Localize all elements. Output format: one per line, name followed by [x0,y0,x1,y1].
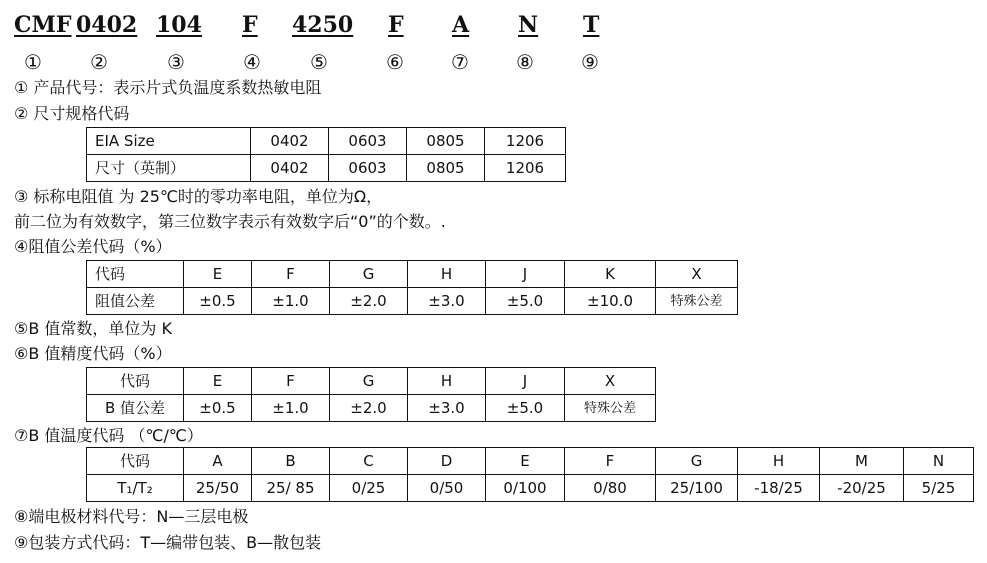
table-cell: -20/25 [820,475,904,502]
tolerance-heading: ④阻值公差代码（%） [14,237,172,256]
circle-number-2: ② [90,50,108,74]
table-cell: 特殊公差 [565,395,656,422]
part-code-packaging: T [583,12,600,38]
table-cell: 0402 [251,155,329,182]
table-cell: G [656,448,738,475]
part-code-b-value: 4250 [292,12,354,38]
table-cell: E [486,448,565,475]
table-row [87,128,566,155]
table-cell: ±5.0 [486,395,565,422]
table-cell: M [820,448,904,475]
table-cell: 1206 [485,155,566,182]
table-cell: J [486,261,565,288]
table-cell: C [330,448,408,475]
table-cell: ±2.0 [330,395,408,422]
table-cell: ±10.0 [565,288,656,315]
part-code-size: 0402 [76,12,138,38]
table-cell: 5/25 [904,475,974,502]
table-cell: B 值公差 [87,395,184,422]
b-precision-heading: ⑥B 值精度代码（%） [14,344,172,363]
table-cell: X [565,368,656,395]
size-table [86,127,566,182]
electrode-note: ⑧端电极材料代号：N—三层电极 [14,507,249,526]
b-value-note: ⑤B 值常数，单位为 K [14,319,172,338]
circle-number-7: ⑦ [451,50,469,74]
table-cell: F [565,448,656,475]
b-temp-heading: ⑦B 值温度代码 （℃/℃） [14,426,203,445]
table-cell: H [408,368,486,395]
table-cell: E [184,368,252,395]
table-cell: ±2.0 [330,288,408,315]
table-row [87,155,566,182]
table-row [87,448,974,475]
size-code-heading: ② 尺寸规格代码 [14,104,130,123]
table-row [87,475,974,502]
table-cell: E [184,261,252,288]
table-cell: J [486,368,565,395]
table-cell: ±5.0 [486,288,565,315]
table-cell: 0402 [251,128,329,155]
table-cell: N [904,448,974,475]
table-cell: T₁/T₂ [87,475,184,502]
b-temp-table [86,447,974,502]
table-row [87,261,738,288]
table-cell: G [330,368,408,395]
table-cell: 25/50 [184,475,252,502]
table-cell: ±0.5 [184,288,252,315]
circle-number-9: ⑨ [581,50,599,74]
table-cell: 0/100 [486,475,565,502]
table-cell: ±1.0 [252,288,330,315]
table-cell: ±3.0 [408,288,486,315]
table-cell: 代码 [87,261,184,288]
circle-number-3: ③ [167,50,185,74]
resistance-digits-note: 前二位为有效数字，第三位数字表示有效数字后“0”的个数。. [14,212,446,231]
table-cell: ±1.0 [252,395,330,422]
table-cell: F [252,261,330,288]
circle-number-5: ⑤ [310,50,328,74]
table-cell: 0/80 [565,475,656,502]
part-code-resistance: 104 [156,12,202,38]
circle-number-1: ① [24,50,42,74]
table-cell: 25/100 [656,475,738,502]
table-cell: K [565,261,656,288]
table-cell: 特殊公差 [656,288,738,315]
table-cell: 0805 [407,128,485,155]
table-cell: ±3.0 [408,395,486,422]
circle-number-4: ④ [243,50,261,74]
table-row [87,288,738,315]
resistance-note: ③ 标称电阻值 为 25℃时的零功率电阻，单位为Ω， [14,187,383,206]
table-cell: 0/25 [330,475,408,502]
table-cell: H [408,261,486,288]
table-cell: 0805 [407,155,485,182]
table-cell: 0603 [329,128,407,155]
table-cell: 代码 [87,448,184,475]
table-row [87,395,656,422]
table-cell: D [408,448,486,475]
table-cell: X [656,261,738,288]
product-code-note: ① 产品代号：表示片式负温度系数热敏电阻 [14,78,322,97]
circle-number-8: ⑧ [516,50,534,74]
table-cell: F [252,368,330,395]
part-code-series: CMF [14,12,72,38]
table-cell: 25/ 85 [252,475,330,502]
table-cell: 尺寸（英制） [87,155,251,182]
table-cell: G [330,261,408,288]
table-cell: 1206 [485,128,566,155]
part-code-tolerance: F [242,12,258,38]
packaging-note: ⑨包装方式代码：T—编带包装、B—散包装 [14,533,322,552]
table-cell: H [738,448,820,475]
table-cell: ±0.5 [184,395,252,422]
circle-number-6: ⑥ [386,50,404,74]
part-code-b-temp: A [452,12,470,38]
part-code-b-precision: F [388,12,404,38]
table-cell: A [184,448,252,475]
table-row [87,368,656,395]
table-cell: 0/50 [408,475,486,502]
table-cell: -18/25 [738,475,820,502]
table-cell: 0603 [329,155,407,182]
table-cell: EIA Size [87,128,251,155]
table-cell: 代码 [87,368,184,395]
tolerance-table [86,260,738,315]
table-cell: 阻值公差 [87,288,184,315]
part-code-electrode: N [518,12,539,38]
table-cell: B [252,448,330,475]
b-precision-table [86,367,656,422]
